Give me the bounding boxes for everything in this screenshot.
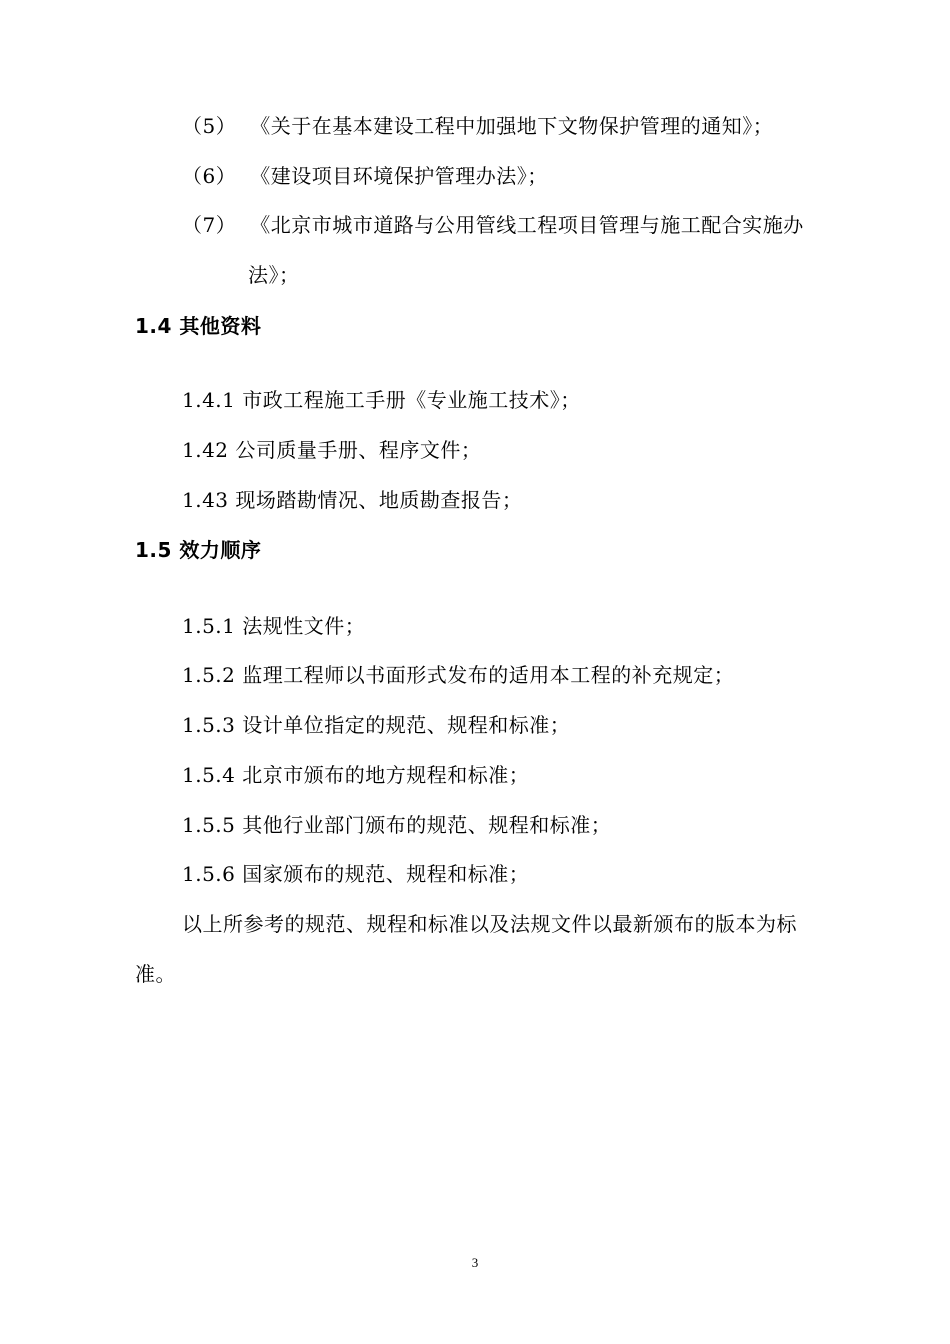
list-item: 1.4.1 市政工程施工手册《专业施工技术》；: [182, 388, 581, 412]
page-number: 3: [471, 1255, 479, 1270]
closing-paragraph-line-2: 准。: [135, 962, 176, 986]
reference-item-7: [182, 213, 804, 237]
list-item: 1.5.5 其他行业部门颁布的规范、规程和标准；: [182, 813, 612, 837]
reference-number: （7）: [182, 213, 237, 237]
reference-number: （5）: [182, 114, 237, 138]
section-heading-1-4: 1.4 其他资料: [135, 314, 262, 338]
reference-number: （6）: [182, 164, 237, 188]
list-item: 1.43 现场踏勘情况、地质勘查报告；: [182, 488, 523, 512]
closing-paragraph-line-1: 以上所参考的规范、规程和标准以及法规文件以最新颁布的版本为标: [182, 912, 797, 936]
list-item: 1.5.4 北京市颁布的地方规程和标准；: [182, 763, 530, 787]
reference-text: 《北京市城市道路与公用管线工程项目管理与施工配合实施办: [250, 213, 804, 237]
list-item: 1.42 公司质量手册、程序文件；: [182, 438, 482, 462]
list-item: 1.5.1 法规性文件；: [182, 614, 366, 638]
list-item: 1.5.6 国家颁布的规范、规程和标准；: [182, 862, 530, 886]
list-item: 1.5.3 设计单位指定的规范、规程和标准；: [182, 713, 571, 737]
reference-text: 《建设项目环境保护管理办法》；: [250, 164, 548, 188]
section-heading-1-5: 1.5 效力顺序: [135, 538, 262, 562]
reference-item-6: [182, 164, 548, 188]
list-item: 1.5.2 监理工程师以书面形式发布的适用本工程的补充规定；: [182, 663, 735, 687]
reference-item-7-continuation: 法》；: [248, 263, 300, 287]
reference-text: 《关于在基本建设工程中加强地下文物保护管理的通知》；: [250, 114, 774, 138]
reference-item-5: [182, 114, 773, 138]
